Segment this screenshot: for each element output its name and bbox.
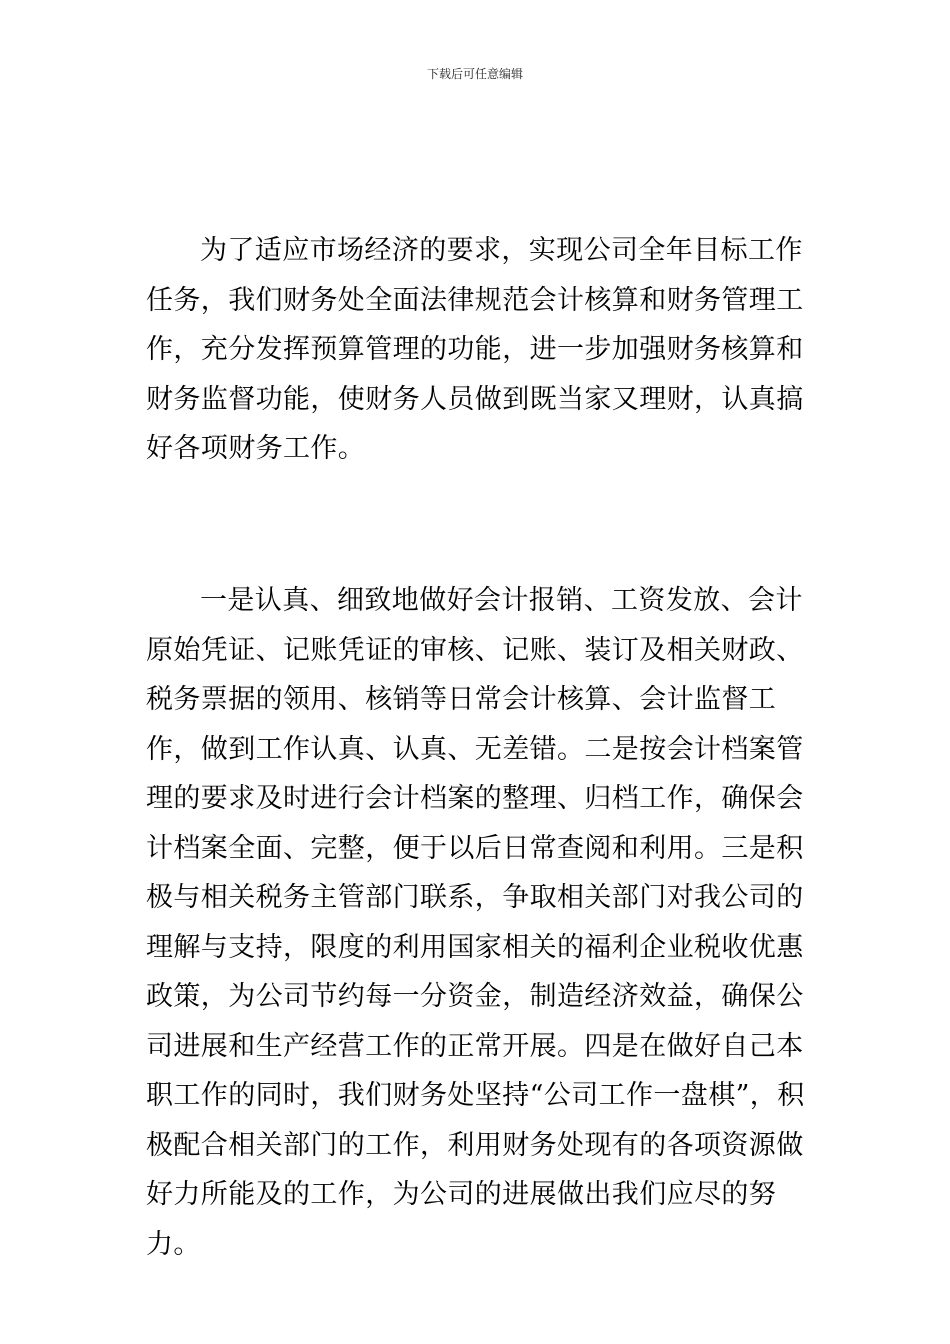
body-paragraph-2: 一是认真、细致地做好会计报销、工资发放、会计原始凭证、记账凭证的审核、记账、装订及相关财政、税务票据的领用、核销等日常会计核算、会计监督工作，做到工作认真、认真、无差错。二是按会计档案管理的要求及时进行会计档案的整理、归档工作，确保会计档案全面、完整，便于以后日常查阅和利用。三是积极与相关税务主管部门联系，争取相关部门对我公司的理解与支持，限度的利用国家相关的福利企业税收优惠政策，为公司节约每一分资金，制造经济效益，确保公司进展和生产经营工作的正常开展。四是在做好自己本职工作的同时，我们财务处坚持“公司工作一盘棋”，积极配合相关部门的工作，利用财务处现有的各项资源做好力所能及的工作，为公司的进展做出我们应尽的努力。 — [146, 585, 805, 1260]
body-paragraph-1: 为了适应市场经济的要求，实现公司全年目标工作任务，我们财务处全面法律规范会计核算和财务管理工作，充分发挥预算管理的功能，进一步加强财务核算和财务监督功能，使财务人员做到既当家又理财，认真搞好各项财务工作。 — [146, 235, 804, 464]
page-header-note: 下载后可任意编辑 — [426, 67, 523, 81]
